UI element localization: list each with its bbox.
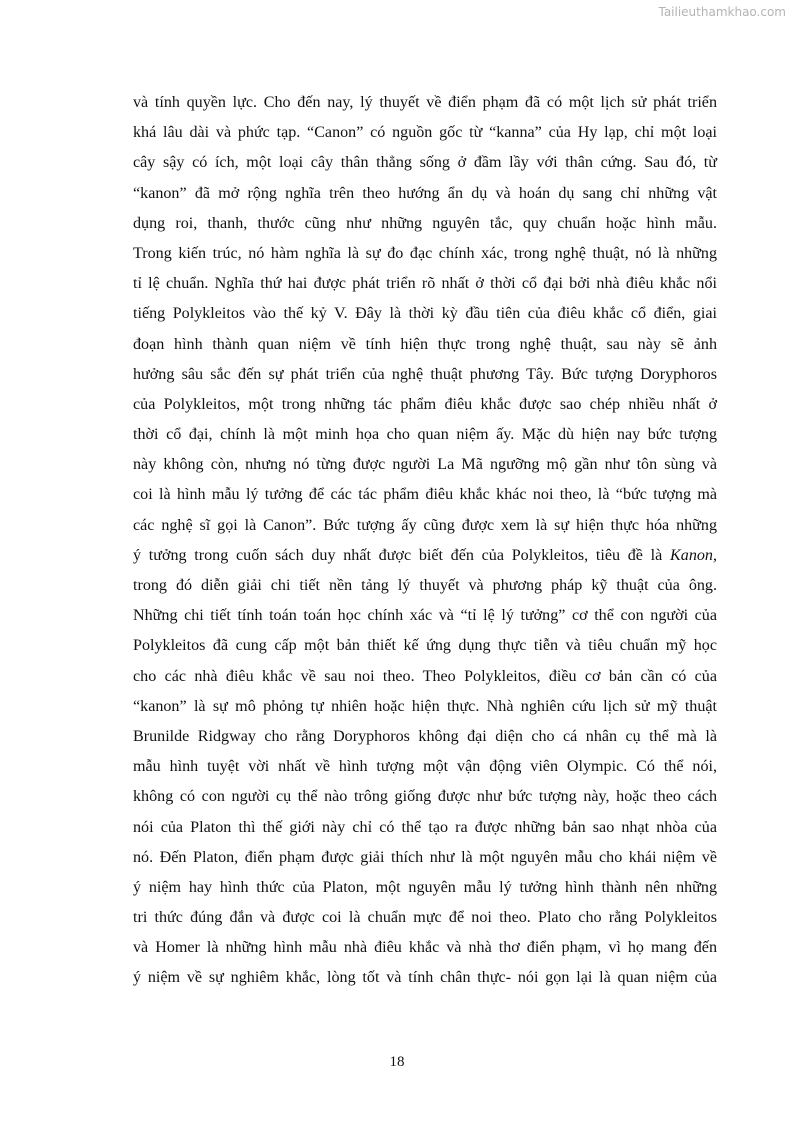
text-line: hưởng sâu sắc đến sự phát triển của nghệ thuật phương Tây. Bức tượng Doryphoros	[133, 365, 717, 383]
text-line: “kanon” đã mở rộng nghĩa trên theo hướng ẩn dụ và hoán dụ sang chỉ những vật	[133, 184, 717, 202]
page-number: 18	[389, 1054, 405, 1070]
text-line: tỉ lệ chuẩn. Nghĩa thứ hai được phát triển rõ nhất ở thời cổ đại bởi nhà điêu khắc nổi	[133, 275, 717, 293]
text-line: “kanon” là sự mô phỏng tự nhiên hoặc hiện thực. Nhà nghiên cứu lịch sử mỹ thuật	[133, 697, 717, 715]
text-line: coi là hình mẫu lý tưởng để các tác phẩm điêu khắc khác noi theo, là “bức tượng mà	[133, 486, 717, 504]
watermark-text: Tailieuthamkhao.com	[658, 5, 786, 19]
text-line: ý niệm về sự nghiêm khắc, lòng tốt và tính chân thực- nói gọn lại là quan niệm của	[133, 969, 717, 987]
book-title-kanon: Kanon	[670, 546, 713, 564]
text-line: tiếng Polykleitos vào thế kỷ V. Đây là thời kỳ đầu tiên của điêu khắc cổ điển, giai	[133, 305, 717, 323]
text-line: đoạn hình thành quan niệm về tính hiện thực trong nghệ thuật, sau này sẽ ảnh	[133, 335, 717, 353]
text-line: nói của Platon thì thế giới này chỉ có thể tạo ra được những bản sao nhạt nhòa của	[133, 818, 717, 836]
text-line: và Homer là những hình mẫu nhà điêu khắc và nhà thơ điển phạm, vì họ mang đến	[133, 939, 717, 957]
text-line: ý niệm hay hình thức của Platon, một nguyên mẫu lý tưởng hình thành nên những	[133, 878, 717, 896]
text-line: Những chi tiết tính toán toán học chính xác và “tỉ lệ lý tưởng” cơ thể con người của	[133, 607, 717, 625]
text-line: cho các nhà điêu khắc về sau noi theo. Theo Polykleitos, điều cơ bản cần có của	[133, 667, 717, 685]
text-line: khá lâu dài và phức tạp. “Canon” có nguồn gốc từ “kanna” của Hy lạp, chỉ một loại	[133, 124, 717, 142]
text-line: Trong kiến trúc, nó hàm nghĩa là sự đo đạc chính xác, trong nghệ thuật, nó là những	[133, 244, 717, 262]
text-line: của Polykleitos, một trong những tác phẩm điêu khắc được sao chép nhiều nhất ở	[133, 395, 717, 413]
text-line: nó. Đến Platon, điển phạm được giải thích như là một nguyên mẫu cho khái niệm về	[133, 848, 717, 866]
text-line: này không còn, nhưng nó từng được người La Mã ngưỡng mộ gần như tôn sùng và	[133, 456, 717, 474]
body-paragraph	[133, 88, 717, 994]
text-line-segment: ý tưởng trong cuốn sách duy nhất được biết đến của Polykleitos, tiêu đề là	[133, 546, 663, 564]
text-line: không có con người cụ thể nào trông giống được như bức tượng này, hoặc theo cách	[133, 788, 717, 806]
text-line: các nghệ sĩ gọi là Canon”. Bức tượng ấy cũng được xem là sự hiện thực hóa những	[133, 516, 717, 534]
text-line: mẫu hình tuyệt vời nhất về hình tượng một vận động viên Olympic. Có thể nói,	[133, 758, 717, 776]
text-line: Brunilde Ridgway cho rằng Doryphoros không đại diện cho cá nhân cụ thể mà là	[133, 727, 717, 745]
text-line: trong đó diễn giải chi tiết nền tảng lý thuyết và phương pháp kỹ thuật của ông.	[133, 577, 717, 594]
text-line: cây sậy có ích, một loại cây thân thẳng sống ở đầm lầy với thân cứng. Sau đó, từ	[133, 154, 717, 172]
text-line: thời cổ đại, chính là một minh họa cho quan niệm ấy. Mặc dù hiện nay bức tượng	[133, 426, 717, 444]
text-line: tri thức đúng đắn và được coi là chuẩn mực để noi theo. Plato cho rằng Polykleitos	[133, 909, 717, 927]
text-line: và tính quyền lực. Cho đến nay, lý thuyết về điển phạm đã có một lịch sử phát triển	[133, 94, 717, 111]
text-line: dụng roi, thanh, thước cũng như những nguyên tắc, quy chuẩn hoặc hình mẫu.	[133, 214, 717, 232]
text-line: Polykleitos đã cung cấp một bản thiết kế ứng dụng thực tiễn và tiêu chuẩn mỹ học	[133, 637, 717, 655]
title-punctuation: ,	[712, 546, 717, 564]
text-line-with-title	[133, 541, 717, 571]
